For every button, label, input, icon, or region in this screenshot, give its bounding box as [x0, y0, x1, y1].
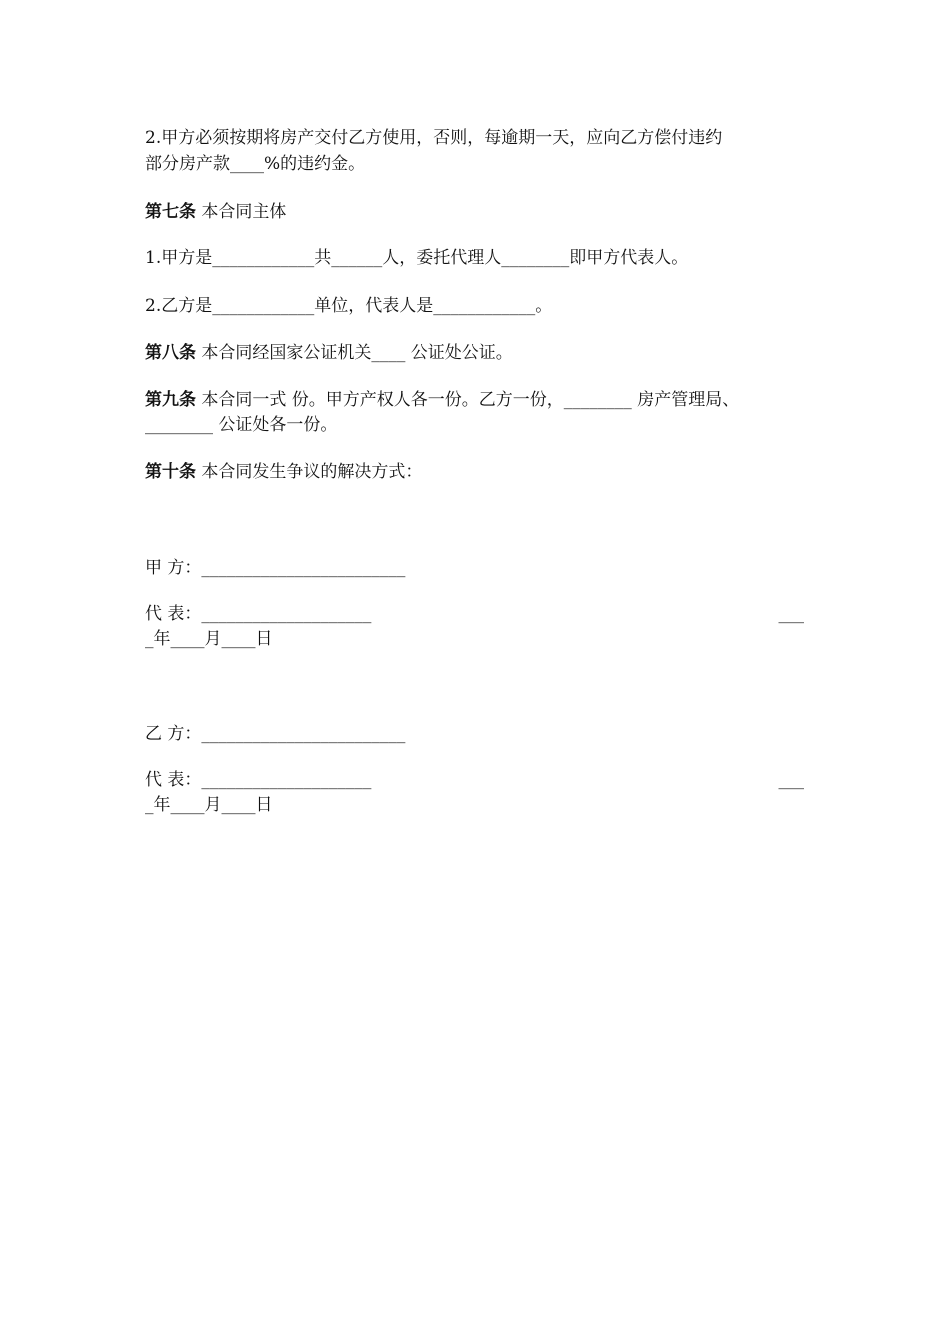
clause7-title: 本合同主体 — [196, 202, 287, 222]
clause9-label: 第九条 — [145, 390, 196, 410]
party-b-date-tail: ___ — [778, 770, 804, 790]
clause9-line2: ________ 公证处各一份。 — [145, 415, 338, 435]
party-a-name-line: 甲 方：________________________ — [145, 558, 406, 578]
clause10 — [145, 460, 422, 484]
party-b-rep-line: 代 表：____________________ — [145, 770, 372, 790]
clause7-item1: 1.甲方是____________共______人，委托代理人________即甲方代表人。 — [145, 248, 689, 268]
clause6-item2-line2: 部分房产款____%的违约金。 — [145, 154, 366, 174]
clause9-line1 — [145, 388, 739, 412]
clause7-heading — [145, 200, 286, 224]
party-a-rep-line: 代 表：____________________ — [145, 604, 372, 624]
clause9-text: 本合同一式 份。甲方产权人各一份。乙方一份，________ 房产管理局、 — [196, 390, 740, 410]
clause8-label: 第八条 — [145, 343, 196, 363]
party-a-date-line: _年____月____日 — [145, 629, 273, 649]
party-a-date-tail: ___ — [778, 604, 804, 624]
clause7-item2: 2.乙方是____________单位，代表人是____________。 — [145, 296, 553, 316]
clause10-label: 第十条 — [145, 462, 196, 482]
party-b-date-line: _年____月____日 — [145, 795, 273, 815]
party-b-name-line: 乙 方：________________________ — [145, 724, 406, 744]
clause10-text: 本合同发生争议的解决方式： — [196, 462, 423, 482]
clause8-text: 本合同经国家公证机关____ 公证处公证。 — [196, 343, 513, 363]
clause8 — [145, 341, 513, 365]
clause7-label: 第七条 — [145, 202, 196, 222]
clause6-item2-line1: 2.甲方必须按期将房产交付乙方使用，否则，每逾期一天，应向乙方偿付违约 — [145, 128, 723, 148]
